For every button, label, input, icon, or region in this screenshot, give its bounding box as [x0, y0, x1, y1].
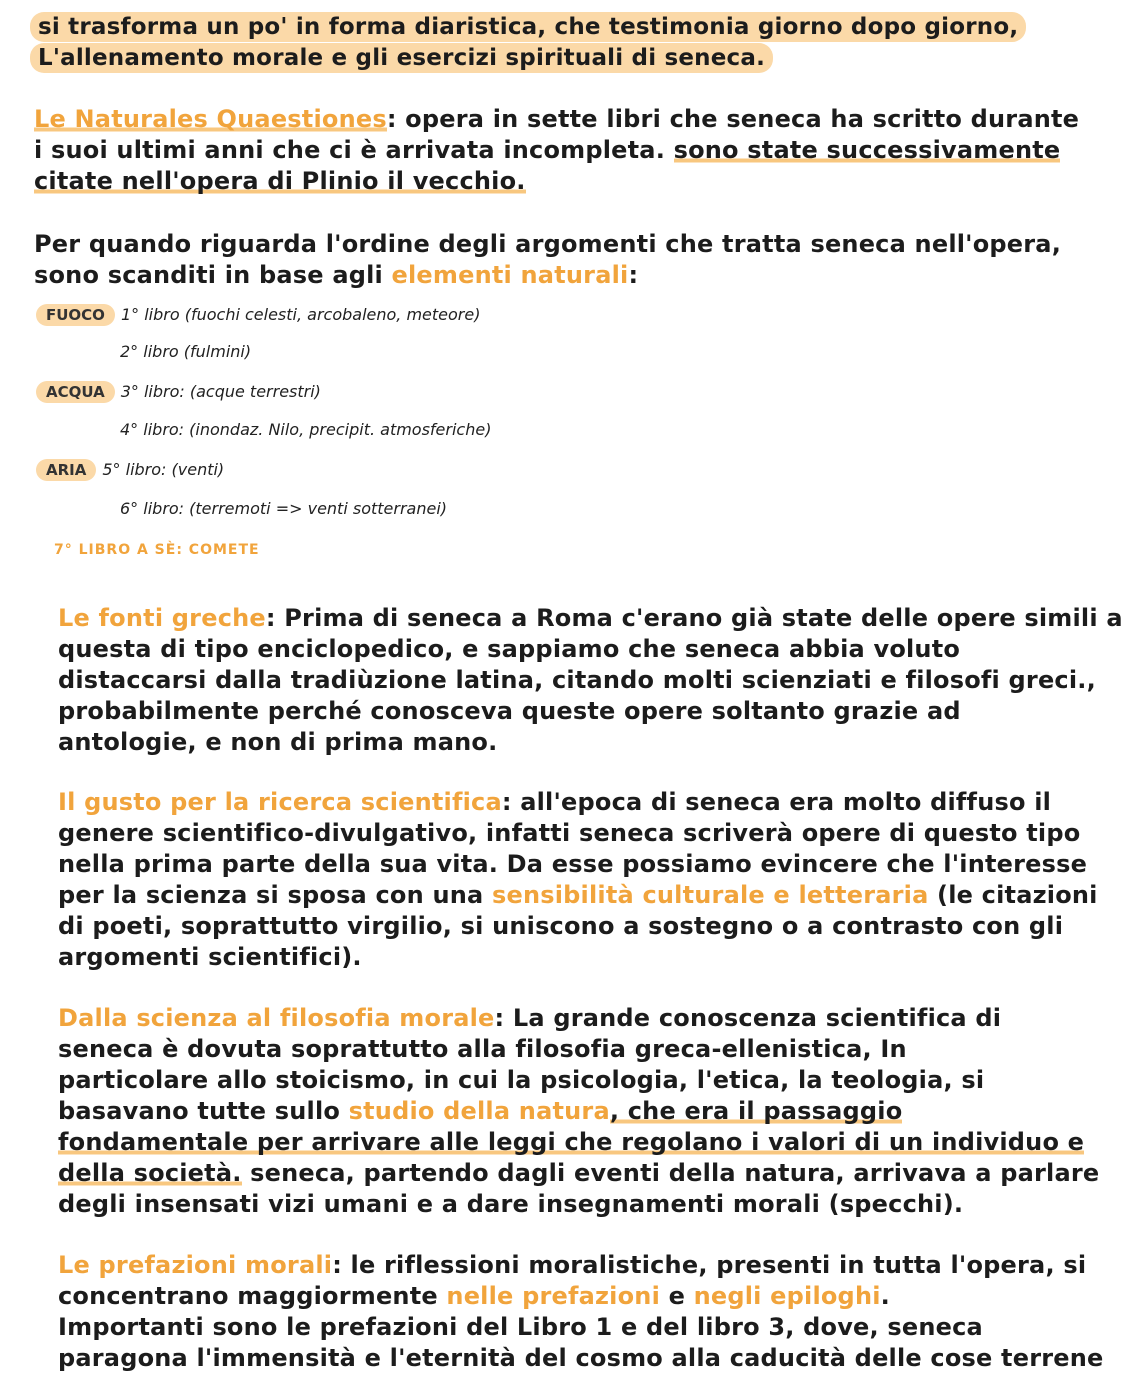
scienza-line-6a: della società.	[58, 1159, 242, 1187]
scienza-paragraph	[58, 1003, 1099, 1220]
naturales-heading: Le Naturales Quaestiones	[34, 105, 387, 133]
scienza-line-4a: basavano tutte sullo	[58, 1097, 341, 1125]
scienza-line-5: fondamentale per arrivare alle leggi che regolano i valori di un individuo e	[58, 1128, 1085, 1156]
fonti-line-4: probabilmente perché conosceva queste opere soltanto grazie ad	[58, 697, 961, 725]
scienza-line-4c: , che era il passaggio	[609, 1097, 903, 1125]
naturales-line-2a: i suoi ultimi anni che ci è arrivata incompleta.	[34, 136, 666, 164]
fuoco-label: FUOCO	[36, 304, 115, 326]
gusto-line-1: : all'epoca di seneca era molto diffuso il	[501, 788, 1052, 816]
naturales-line-3: citate nell'opera di Plinio il vecchio.	[34, 167, 526, 195]
ordine-line-2a: sono scanditi in base agli	[34, 261, 383, 289]
acqua-libro-4: 4° libro: (inondaz. Nilo, precipit. atmosferiche)	[120, 420, 492, 439]
fonti-line-3: distaccarsi dalla tradiùzione latina, citando molti scienziati e filosofi greci.,	[58, 666, 1096, 694]
scienza-heading: Dalla scienza al filosofia morale	[58, 1004, 495, 1032]
acqua-label: ACQUA	[36, 381, 115, 403]
acqua-libro-3: 3° libro: (acque terrestri)	[120, 382, 321, 401]
ordine-line-2b: elementi naturali	[391, 261, 629, 289]
naturales-line-2b: sono state successivamente	[673, 136, 1061, 164]
fuoco-libro-1: 1° libro (fuochi celesti, arcobaleno, meteore)	[120, 305, 481, 324]
naturales-paragraph	[34, 104, 1079, 197]
prefazioni-heading: Le prefazioni morali	[58, 1251, 333, 1279]
gusto-line-4a: per la scienza si sposa con una	[58, 881, 484, 909]
scienza-line-6b: seneca, partendo dagli eventi della natura, arrivava a parlare	[250, 1159, 1100, 1187]
fuoco-row	[36, 304, 480, 326]
ordine-line-1: Per quando riguarda l'ordine degli argomenti che tratta seneca nell'opera,	[34, 230, 1062, 258]
fonti-line-5: antologie, e non di prima mano.	[58, 728, 498, 756]
intro-line-2: L'allenamento morale e gli esercizi spirituali di seneca.	[30, 43, 773, 73]
prefazioni-line-4: paragona l'immensità e l'eternità del cosmo alla caducità delle cose terrene	[58, 1344, 1104, 1372]
prefazioni-line-2e: .	[880, 1282, 890, 1310]
gusto-line-5: di poeti, soprattutto virgilio, si uniscono a sostegno o a contrasto con gli	[58, 912, 1064, 940]
aria-row	[36, 459, 224, 481]
scienza-line-2: seneca è dovuta soprattutto alla filosofia greca-ellenistica, In	[58, 1035, 907, 1063]
settimo-libro: 7° LIBRO A SÈ: COMETE	[54, 542, 260, 558]
gusto-line-4c: (le citazioni	[937, 881, 1098, 909]
scienza-line-4b: studio della natura	[348, 1097, 610, 1125]
prefazioni-line-2c: e	[668, 1282, 686, 1310]
intro-paragraph	[30, 12, 1026, 74]
acqua-row-2	[120, 420, 491, 439]
prefazioni-line-2b: nelle prefazioni	[446, 1282, 660, 1310]
prefazioni-line-1: : le riflessioni moralistiche, presenti in tutta l'opera, si	[332, 1251, 1087, 1279]
aria-libro-6: 6° libro: (terremoti => venti sotterranei)	[120, 499, 447, 518]
aria-row-2	[120, 499, 447, 518]
acqua-row	[36, 381, 321, 403]
scienza-line-3: particolare allo stoicismo, in cui la psicologia, l'etica, la teologia, si	[58, 1066, 985, 1094]
gusto-line-6: argomenti scientifici).	[58, 943, 362, 971]
fuoco-row-2	[120, 342, 251, 361]
fonti-line-2: questa di tipo enciclopedico, e sappiamo che seneca abbia voluto	[58, 635, 961, 663]
ordine-line-2c: :	[628, 261, 639, 289]
prefazioni-line-2a: concentrano maggiormente	[58, 1282, 438, 1310]
fonti-heading: Le fonti greche	[58, 604, 266, 632]
gusto-heading: Il gusto per la ricerca scientifica	[58, 788, 502, 816]
aria-libro-5: 5° libro: (venti)	[102, 460, 225, 479]
gusto-paragraph	[58, 787, 1098, 973]
scienza-line-1: : La grande conoscenza scientifica di	[494, 1004, 1002, 1032]
gusto-line-2: genere scientifico-divulgativo, infatti seneca scriverà opere di questo tipo	[58, 819, 1081, 847]
prefazioni-line-3: Importanti sono le prefazioni del Libro 1 e del libro 3, dove, seneca	[58, 1313, 983, 1341]
gusto-line-3: nella prima parte della sua vita. Da esse possiamo evincere che l'interesse	[58, 850, 1088, 878]
scienza-line-7: degli insensati vizi umani e a dare insegnamenti morali (specchi).	[58, 1190, 964, 1218]
prefazioni-line-2d: negli epiloghi	[693, 1282, 881, 1310]
intro-line-1: si trasforma un po' in forma diaristica, che testimonia giorno dopo giorno,	[30, 12, 1026, 42]
aria-label: ARIA	[36, 459, 96, 481]
fonti-line-1: : Prima di seneca a Roma c'erano già state delle opere simili a	[265, 604, 1123, 632]
ordine-paragraph	[34, 229, 1061, 291]
prefazioni-paragraph	[58, 1250, 1104, 1374]
naturales-text-1: : opera in sette libri che seneca ha scritto durante	[386, 105, 1080, 133]
fuoco-libro-2: 2° libro (fulmini)	[120, 342, 252, 361]
gusto-line-4b: sensibilità culturale e letteraria	[492, 881, 929, 909]
fonti-paragraph	[58, 603, 1123, 758]
